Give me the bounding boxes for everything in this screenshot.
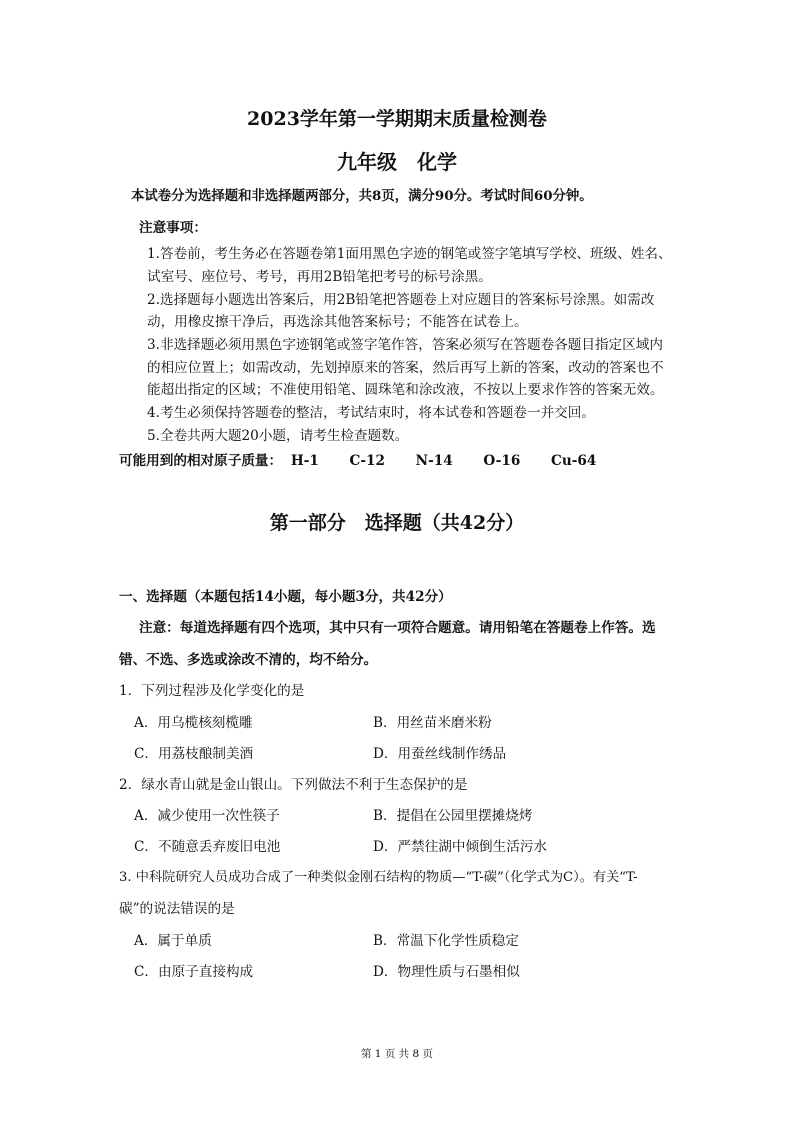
- option-b: B．常温下化学性质稳定: [373, 933, 519, 949]
- notes-line: 的相应位置上；如需改动，先划掉原来的答案，然后再写上新的答案，改动的答案也不: [147, 360, 664, 376]
- atomic-masses: [119, 449, 622, 469]
- section-heading: 一、选择题（本题包括14小题，每小题3分，共42分）: [119, 589, 452, 605]
- option-c: C．用荔枝酿制美酒: [134, 746, 254, 762]
- notes-line: 能超出指定的区域；不准使用铅笔、圆珠笔和涂改液，不按以上要求作答的答案无效。: [147, 382, 664, 398]
- page-number: 第 1 页 共 8 页: [360, 1048, 434, 1060]
- notes-line: 5.全卷共两大题20小题，请考生检查题数。: [147, 428, 409, 444]
- atomic-mass-item: Cu-64: [551, 453, 597, 469]
- atomic-mass-item: H-1: [290, 453, 319, 469]
- question-stem: 碳”的说法错误的是: [119, 901, 235, 917]
- option-c: C．不随意丢弃废旧电池: [134, 839, 281, 855]
- atomic-masses-label: 可能用到的相对原子质量：: [119, 453, 283, 469]
- atomic-mass-item: C-12: [349, 453, 385, 469]
- option-a: A．属于单质: [134, 933, 212, 949]
- option-b: B．提倡在公园里摆摊烧烤: [373, 808, 533, 824]
- option-d: D．用蚕丝线制作绣品: [373, 746, 507, 762]
- option-a: A．用乌榄核刻榄雕: [134, 715, 253, 731]
- option-c: C．由原子直接构成: [134, 964, 254, 980]
- question-stem: 3. 中科院研究人员成功合成了一种类似金刚石结构的物质—“T-碳”（化学式为C）。有关“T-: [119, 870, 638, 885]
- option-b: B．用丝苗米磨米粉: [373, 715, 492, 731]
- section-notice: 错、不选、多选或涂改不清的，均不给分。: [119, 652, 378, 668]
- option-d: D．物理性质与石墨相似: [373, 964, 520, 980]
- atomic-mass-item: N-14: [415, 453, 453, 469]
- notes-line: 2.选择题每小题选出答案后，用2B铅笔把答题卷上对应题目的答案标号涂黑。如需改: [147, 292, 655, 308]
- question-stem: 1．下列过程涉及化学变化的是: [119, 683, 305, 699]
- section-notice: 注意：每道选择题有四个选项，其中只有一项符合题意。请用铅笔在答题卷上作答。选: [139, 620, 656, 636]
- notes-line: 4.考生必须保持答题卷的整洁，考试结束时，将本试卷和答题卷一并交回。: [147, 405, 595, 421]
- option-d: D．严禁往湖中倾倒生活污水: [373, 839, 548, 855]
- question-stem: 2．绿水青山就是金山银山。下列做法不利于生态保护的是: [119, 777, 468, 793]
- exam-info: 本试卷分为选择题和非选择题两部分，共8页，满分90分。考试时间60分钟。: [131, 188, 593, 204]
- atomic-mass-item: O-16: [483, 453, 521, 469]
- notes-heading: 注意事项：: [139, 220, 207, 236]
- notes-line: 1.答卷前，考生务必在答题卷第1面用黑色字迹的钢笔或签字笔填写学校、班级、姓名、: [147, 246, 672, 262]
- notes-line: 3.非选择题必须用黑色字迹钢笔或签字笔作答，答案必须写在答题卷各题目指定区域内: [147, 337, 663, 353]
- exam-title: 2023学年第一学期期末质量检测卷: [247, 108, 547, 130]
- exam-subtitle: 九年级 化学: [337, 150, 457, 174]
- part-title: 第一部分 选择题（共42分）: [269, 512, 525, 534]
- notes-line: 动，用橡皮擦干净后，再选涂其他答案标号；不能答在试卷上。: [147, 314, 528, 330]
- option-a: A．减少使用一次性筷子: [134, 808, 280, 824]
- notes-line: 试室号、座位号、考号，再用2B铅笔把考号的标号涂黑。: [147, 269, 492, 285]
